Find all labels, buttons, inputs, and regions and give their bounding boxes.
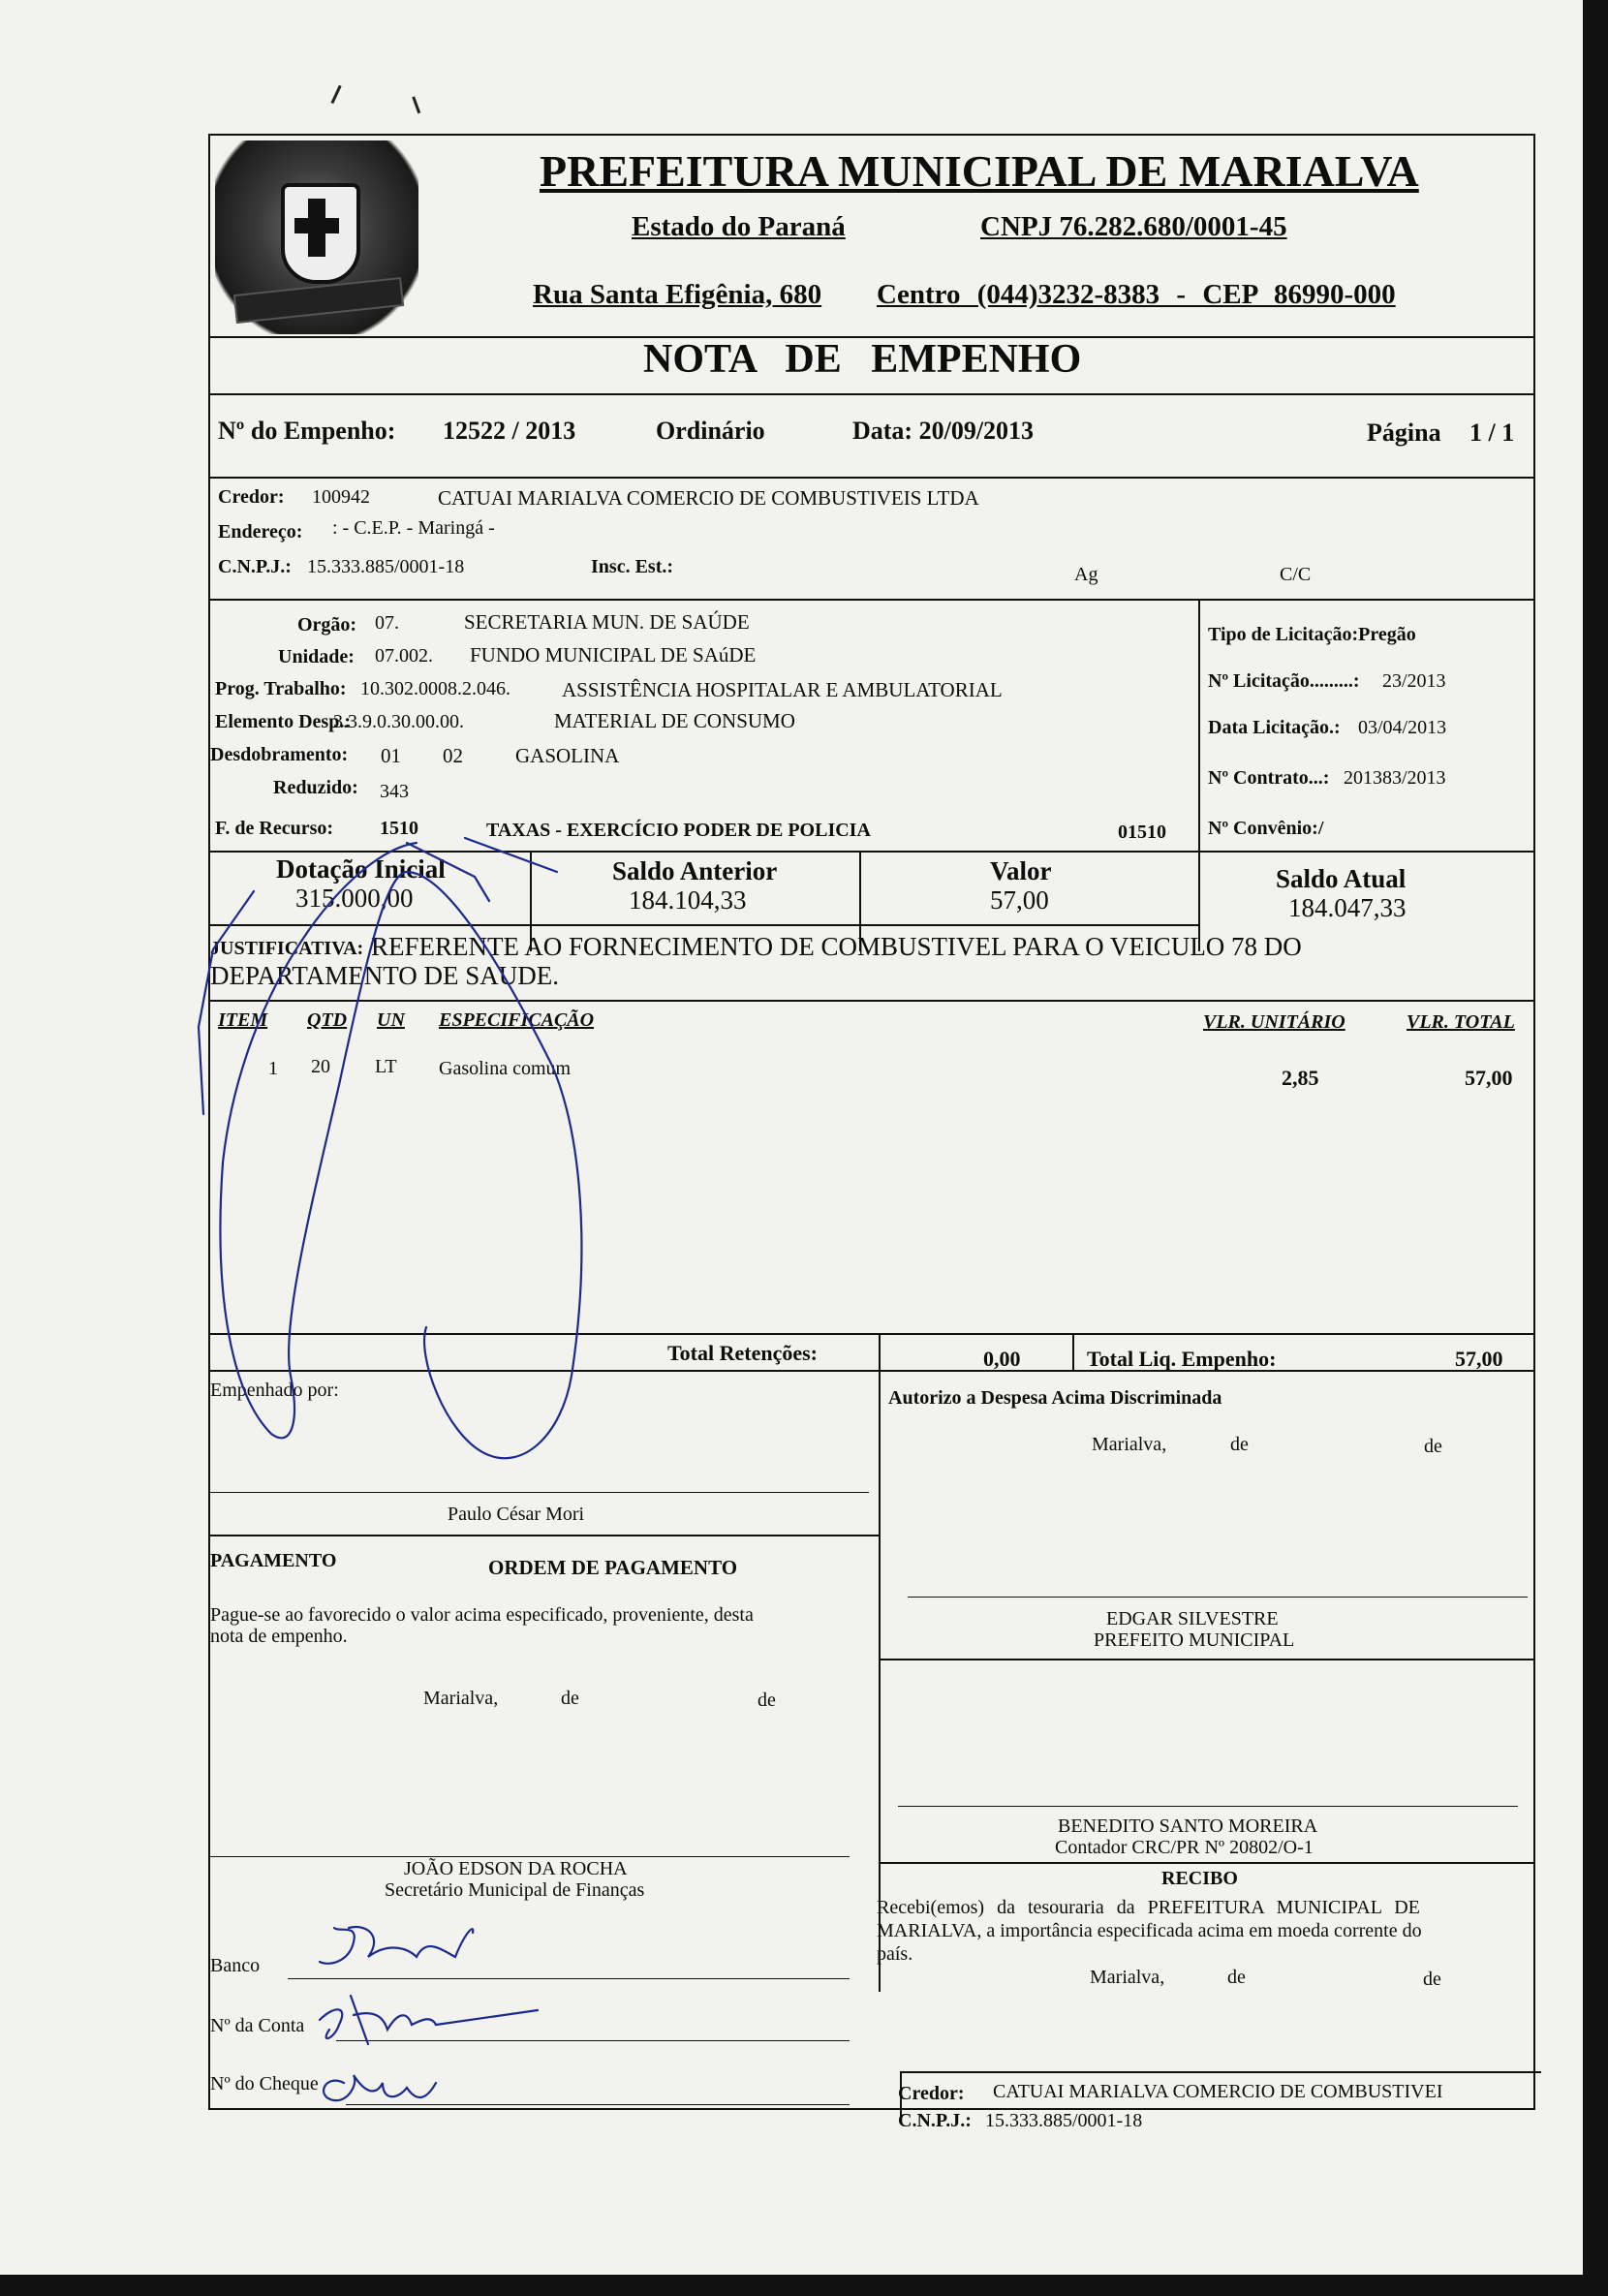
licitacao-number: 23/2013 — [1382, 670, 1446, 692]
contador-name: BENEDITO SANTO MOREIRA — [1058, 1815, 1318, 1837]
desdobramento-a: 01 — [381, 744, 401, 767]
marialva-2: Marialva, — [423, 1688, 499, 1709]
col-un: UN — [377, 1009, 405, 1031]
retencoes-value: 0,00 — [983, 1347, 1021, 1371]
licitacao-number-label: Nº Licitação.........: — [1208, 670, 1360, 692]
empenho-number: 12522 / 2013 — [443, 417, 576, 445]
saldo-anterior-value: 184.104,33 — [629, 885, 747, 915]
row-spec: Gasolina comum — [439, 1058, 572, 1079]
footer-cnpj-label: C.N.P.J.: — [898, 2110, 972, 2131]
saldo-anterior-label: Saldo Anterior — [612, 856, 778, 885]
orgao-label: Orgão: — [297, 614, 357, 636]
desdobramento-name: GASOLINA — [515, 744, 620, 767]
de-1b: de — [1424, 1436, 1442, 1457]
prefeito-title: PREFEITO MUNICIPAL — [1094, 1629, 1295, 1651]
justificativa-line1: REFERENTE AO FORNECIMENTO DE COMBUSTIVEL PARA O VEICULO 78 DO — [371, 932, 1302, 961]
prog-trabalho-label: Prog. Trabalho: — [215, 678, 347, 699]
empenho-type: Ordinário — [656, 417, 765, 445]
pagamento-label: PAGAMENTO — [210, 1550, 337, 1571]
marialva-3: Marialva, — [1090, 1967, 1165, 1988]
retencoes-label: Total Retenções: — [667, 1341, 818, 1365]
elemento-name: MATERIAL DE CONSUMO — [554, 709, 795, 732]
empenho-number-label: Nº do Empenho: — [218, 417, 396, 445]
row-unit: 2,85 — [1282, 1066, 1319, 1090]
cc-label: C/C — [1280, 564, 1312, 585]
cheque-label: Nº do Cheque — [210, 2073, 319, 2094]
recibo-line1: Recebi(emos) da tesouraria da PREFEITURA MUNICIPAL DE — [877, 1897, 1420, 1918]
credor-code: 100942 — [312, 486, 370, 508]
page-number: 1 / 1 — [1469, 419, 1515, 447]
de-1a: de — [1230, 1434, 1249, 1455]
footer-cnpj-value: 15.333.885/0001-18 — [985, 2110, 1143, 2131]
footer-credor-name: CATUAI MARIALVA COMERCIO DE COMBUSTIVEI — [993, 2081, 1443, 2102]
elemento-code: 3.3.9.0.30.00.00. — [333, 711, 464, 732]
prog-trabalho-code: 10.302.0008.2.046. — [360, 678, 510, 699]
recibo-line3: país. — [877, 1943, 913, 1965]
signature-conta — [320, 1996, 538, 2044]
pen-stroke-left — [199, 891, 254, 1114]
data-licitacao: 03/04/2013 — [1358, 717, 1447, 738]
empenho-date: Data: 20/09/2013 — [852, 417, 1035, 445]
unidade-label: Unidade: — [278, 646, 355, 667]
pen-stroke-right — [465, 838, 557, 872]
pen-stroke-diagonal — [407, 843, 489, 901]
col-item: ITEM — [218, 1009, 268, 1031]
state-label: Estado do Paraná — [632, 211, 846, 242]
col-spec: ESPECIFICAÇÃO — [439, 1009, 595, 1031]
unidade-name: FUNDO MUNICIPAL DE SAúDE — [470, 643, 757, 667]
de-3b: de — [1423, 1969, 1441, 1990]
empenhado-name: Paulo César Mori — [448, 1504, 585, 1525]
address-label: Rua Santa Efigênia, 680 — [533, 279, 822, 310]
tipo-licitacao: Tipo de Licitação:Pregão — [1208, 624, 1416, 645]
cnpj-credor-label: C.N.P.J.: — [218, 556, 292, 577]
footer-credor-label: Credor: — [898, 2083, 965, 2104]
col-total-value: VLR. TOTAL — [1407, 1011, 1515, 1033]
valor-label: Valor — [990, 856, 1052, 885]
orgao-name: SECRETARIA MUN. DE SAÚDE — [464, 610, 750, 634]
insc-est-label: Insc. Est.: — [591, 556, 674, 577]
secretario-title: Secretário Municipal de Finanças — [385, 1879, 645, 1901]
row-total: 57,00 — [1465, 1066, 1513, 1090]
orgao-code: 07. — [375, 612, 399, 634]
prog-trabalho-name: ASSISTÊNCIA HOSPITALAR E AMBULATORIAL — [562, 678, 1003, 701]
cnpj-label: CNPJ 76.282.680/0001-45 — [980, 211, 1287, 242]
endereco-label: Endereço: — [218, 521, 303, 543]
recurso-num: 01510 — [1118, 822, 1166, 843]
recurso-name: TAXAS - EXERCÍCIO PODER DE POLICIA — [486, 820, 871, 841]
contrato-value: 201383/2013 — [1344, 767, 1446, 789]
recurso-label: F. de Recurso: — [215, 818, 334, 839]
conta-label: Nº da Conta — [210, 2015, 305, 2036]
saldo-atual-label: Saldo Atual — [1276, 864, 1407, 893]
prefeito-name: EDGAR SILVESTRE — [1106, 1608, 1279, 1629]
contador-title: Contador CRC/PR Nº 20802/O-1 — [1055, 1837, 1314, 1858]
row-un: LT — [375, 1056, 397, 1077]
justificativa-line2: DEPARTAMENTO DE SAUDE. — [210, 961, 559, 990]
dotacao-label: Dotação Inicial — [276, 854, 446, 884]
saldo-atual-value: 184.047,33 — [1288, 893, 1407, 922]
contrato-label: Nº Contrato...: — [1208, 767, 1330, 789]
signature-banco — [320, 1927, 473, 1964]
page-title: PREFEITURA MUNICIPAL DE MARIALVA — [540, 146, 1419, 196]
row-qtd: 20 — [311, 1056, 330, 1077]
ag-label: Ag — [1074, 564, 1098, 585]
unidade-code: 07.002. — [375, 645, 433, 667]
pagamento-text-2: nota de empenho. — [210, 1626, 348, 1647]
col-qtd: QTD — [307, 1009, 348, 1031]
page-label: Página — [1367, 419, 1441, 447]
banco-label: Banco — [210, 1955, 261, 1976]
elemento-label: Elemento Desp.: — [215, 711, 351, 732]
de-2b: de — [758, 1690, 776, 1711]
dotacao-value: 315.000,00 — [295, 884, 414, 913]
cnpj-credor-value: 15.333.885/0001-18 — [307, 556, 465, 577]
recurso-code: 1510 — [380, 818, 418, 839]
col-unit-value: VLR. UNITÁRIO — [1203, 1011, 1345, 1033]
recibo-line2: MARIALVA, a importância especificada acima em moeda corrente do — [877, 1920, 1422, 1941]
credor-name: CATUAI MARIALVA COMERCIO DE COMBUSTIVEIS LTDA — [438, 486, 979, 510]
empenhado-label: Empenhado por: — [210, 1380, 339, 1401]
desdobramento-label: Desdobramento: — [210, 744, 349, 765]
valor-value: 57,00 — [990, 885, 1049, 915]
reduzido-label: Reduzido: — [273, 777, 358, 798]
justificativa-label: JUSTIFICATIVA: — [210, 938, 364, 959]
pagamento-text-1: Pague-se ao favorecido o valor acima especificado, proveniente, desta — [210, 1604, 754, 1626]
de-3a: de — [1227, 1967, 1246, 1988]
liq-label: Total Liq. Empenho: — [1087, 1347, 1277, 1371]
desdobramento-b: 02 — [443, 744, 463, 767]
liq-value: 57,00 — [1455, 1347, 1503, 1371]
doc-title: NOTA DE EMPENHO — [643, 337, 1082, 382]
recibo-label: RECIBO — [1161, 1868, 1238, 1889]
autorizo-label: Autorizo a Despesa Acima Discriminada — [888, 1387, 1222, 1409]
reduzido-value: 343 — [380, 781, 409, 802]
marialva-1: Marialva, — [1092, 1434, 1167, 1455]
data-licitacao-label: Data Licitação.: — [1208, 717, 1341, 738]
row-item: 1 — [268, 1058, 278, 1079]
contact-label: Centro (044)3232-8383 - CEP 86990-000 — [877, 279, 1396, 310]
signature-cheque — [324, 2075, 436, 2100]
secretario-name: JOÃO EDSON DA ROCHA — [404, 1858, 628, 1879]
endereco-value: : - C.E.P. - Maringá - — [332, 517, 495, 539]
convenio-label: Nº Convênio:/ — [1208, 818, 1324, 839]
ordem-pagamento-label: ORDEM DE PAGAMENTO — [488, 1556, 738, 1579]
pen-loop-large — [220, 843, 581, 1458]
credor-label: Credor: — [218, 486, 285, 508]
de-2a: de — [561, 1688, 579, 1709]
